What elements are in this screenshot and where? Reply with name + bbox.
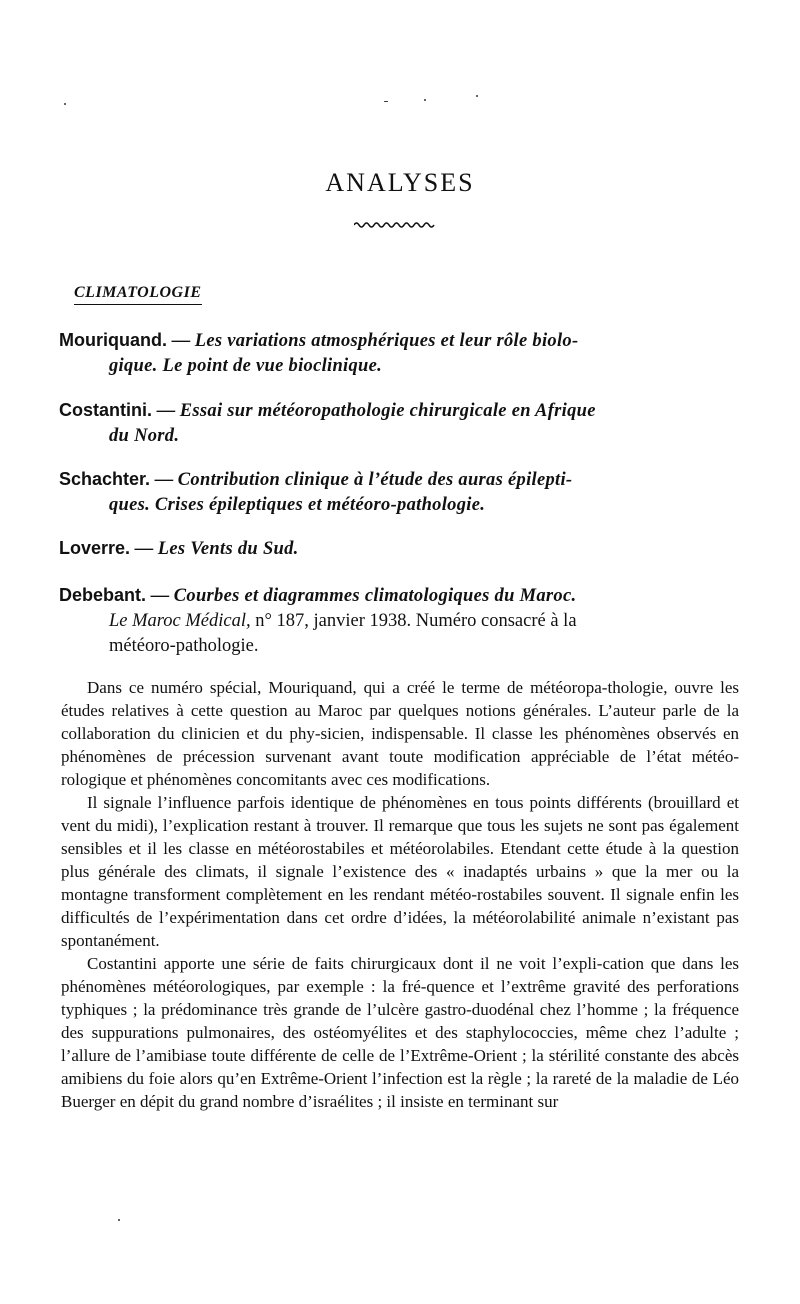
body-paragraph: Il signale l’influence parfois identique de phénomènes en tous points différents (brouillard et vent du midi), l’explication restant à trouver. Il remarque que tous les sujets ne sont pas également sensibles et il les classe en météorostabiles et météorolabiles. Etendant cette étude à la question plus générale des climats, il signale l’existence des « inadaptés urbains » que la mer ou la montagne transforment complètement en les rendant météo-rostabiles souvent. Il signale enfin les difficultés de l’expérimentation dans cet ordre d’idées, la météorolabilité animale n’existant pas spontanément. <box>61 793 739 950</box>
entry-title: Contribution clinique à l’étude des auras épilepti- <box>177 470 573 490</box>
section-heading: CLIMATOLOGIE <box>74 284 202 305</box>
body-paragraph: Dans ce numéro spécial, Mouriquand, qui a créé le terme de météoropa-thologie, ouvre les études relatives à cette question au Maroc par quelques notions générales. L’auteur parle de la collaboration du clinicien et du phy-sicien, indispensable. Il classe les phénomènes observés en phénomènes de précession survenant avant toute modification appréciable de l’état météo-rologique et phénomènes concomitants avec ces modifications. <box>61 678 739 789</box>
entry-title: Les variations atmosphériques et leur rôle biolo- <box>194 331 579 351</box>
bibliography-entry <box>59 536 737 562</box>
entry-author: Schachter. <box>59 469 151 489</box>
entry-dash: — <box>134 539 154 559</box>
scan-speck <box>64 103 66 105</box>
entry-author: Costantini. <box>59 400 152 420</box>
entry-author: Loverre. <box>59 538 131 558</box>
scan-speck <box>424 99 426 101</box>
entry-dash: — <box>150 586 170 606</box>
bibliography-entry <box>59 398 737 449</box>
entry-dash: — <box>171 331 191 351</box>
bibliography-entry <box>59 328 737 379</box>
entry-author: Mouriquand. <box>59 330 167 350</box>
analysis-body <box>61 676 739 1113</box>
scan-speck <box>476 95 478 97</box>
entry-dash: — <box>154 470 174 490</box>
page-title: ANALYSES <box>325 168 475 197</box>
scan-speck <box>118 1219 120 1221</box>
entry-dash: — <box>156 401 176 421</box>
entry-title: Essai sur météoropathologie chirurgicale en Afrique <box>179 401 596 421</box>
title-ornament <box>354 221 436 229</box>
body-paragraph: Costantini apporte une série de faits chirurgicaux dont il ne voit l’expli-cation que dans les phénomènes météorologiques, par exemple : la fré-quence et l’extrême gravité des perforations typhiques ; la prédominance très grande de l’ulcère gastro-duodénal chez l’homme ; la fréquence des suppurations pulmonaires, des ostéomyélites et des staphylococcies, même chez l’adulte ; l’allure de l’amibiase toute différente de celle de l’Extrême-Orient ; la stérilité constante des abcès amibiens du foie alors qu’en Extrême-Orient l’infection est la règle ; la rareté de la maladie de Léo Buerger en dépit du grand nombre d’israélites ; il insiste en terminant sur <box>61 954 739 1111</box>
journal-name: Le Maroc Médical, <box>109 611 251 631</box>
scan-speck <box>384 101 388 102</box>
bibliography-entry <box>59 583 737 659</box>
entry-publication <box>59 609 737 634</box>
entry-title-continued: du Nord. <box>109 426 180 446</box>
entry-author: Debebant. <box>59 585 147 605</box>
entry-title: Courbes et diagrammes climatologiques du Maroc. <box>173 586 577 606</box>
entry-title-continued: gique. Le point de vue bioclinique. <box>109 356 383 376</box>
publication-details: n° 187, janvier 1938. Numéro consacré à la <box>255 611 577 631</box>
bibliography-entry <box>59 467 737 518</box>
entry-title-continued: ques. Crises épileptiques et météoro-pathologie. <box>109 495 486 515</box>
publication-details-continued: météoro-pathologie. <box>109 636 259 656</box>
entry-title: Les Vents du Sud. <box>157 539 299 559</box>
